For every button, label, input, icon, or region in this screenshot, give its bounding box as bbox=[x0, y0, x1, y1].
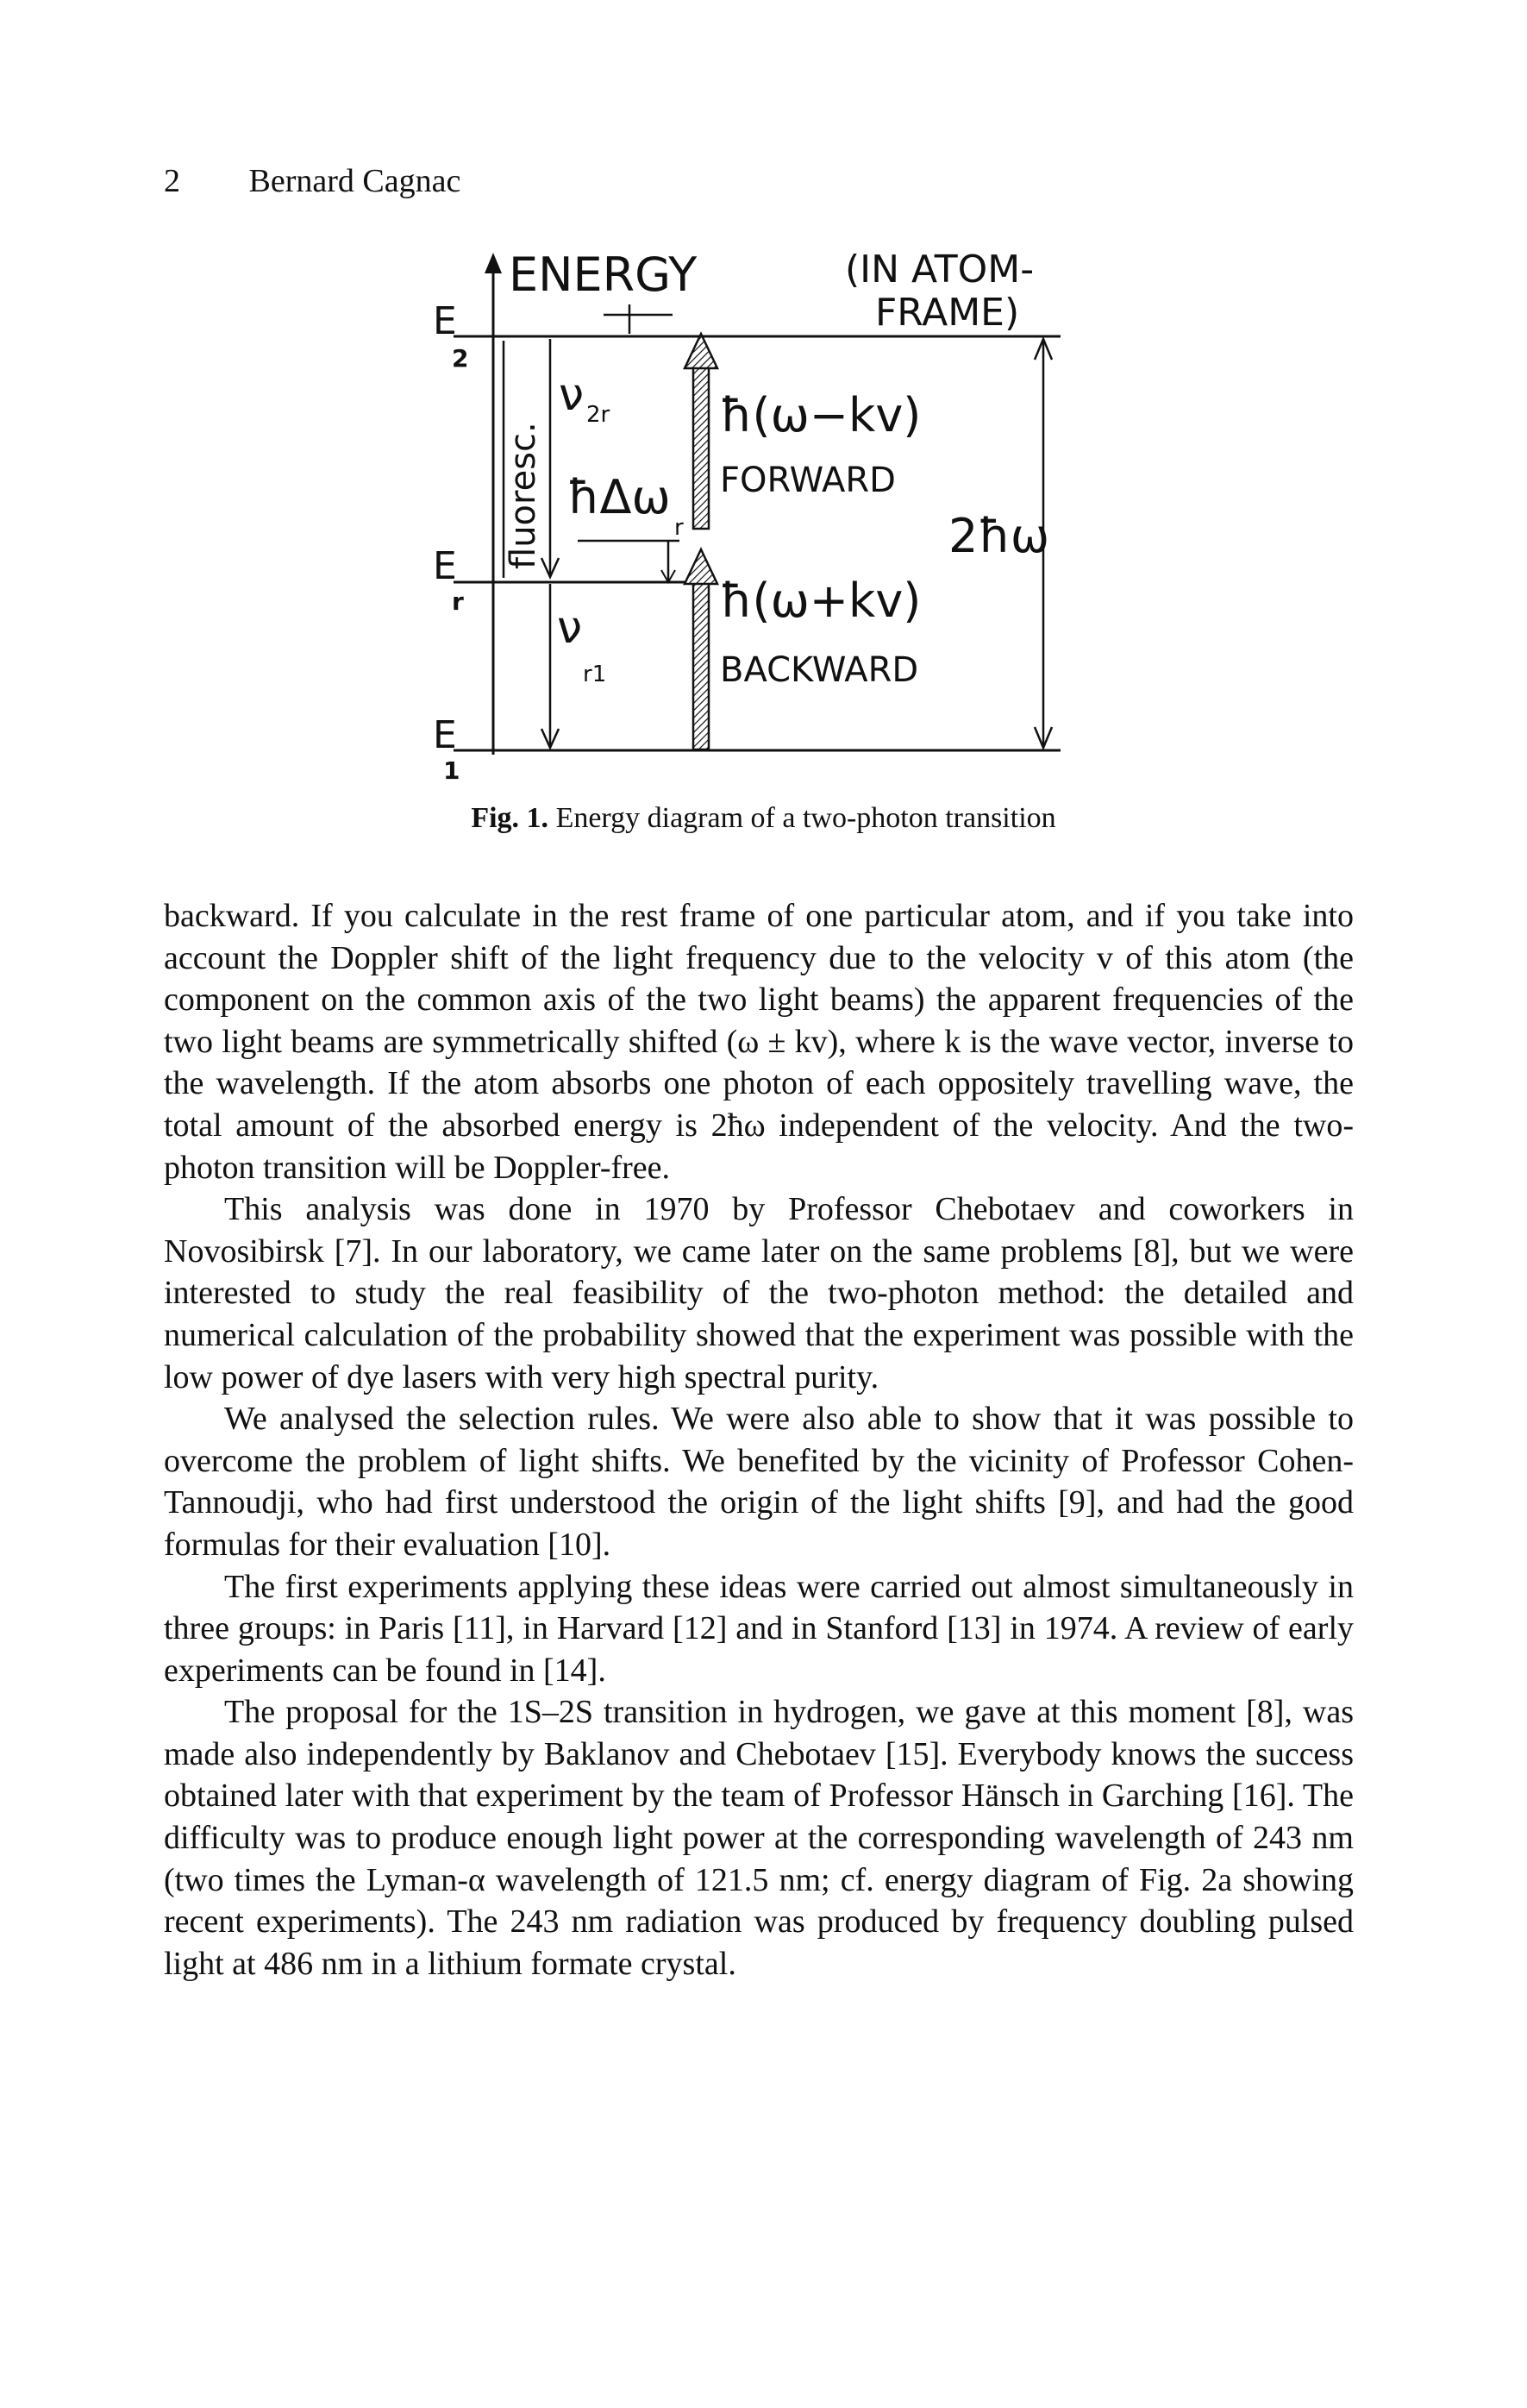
nu-2r-subscript: 2r bbox=[586, 402, 610, 428]
level-e2-subscript: 2 bbox=[452, 344, 469, 373]
paragraph-2: This analysis was done in 1970 by Professor Chebotaev and coworkers in Novosibirsk [7]. In our laboratory, we came later on the same problems [8], but we were interested to study the real feasibility of the two-photon method: the detailed and numerical calculation of the probability showed that the experiment was possible with the low power of dye lasers with very high spectral purity. bbox=[164, 1191, 1354, 1395]
detuning-label: ħΔω bbox=[567, 470, 671, 524]
frame-label-line-2: FRAME) bbox=[875, 291, 1020, 335]
detuning-subscript: r bbox=[674, 515, 684, 541]
author-name: Bernard Cagnac bbox=[248, 163, 461, 199]
level-er-label: E bbox=[433, 544, 457, 588]
forward-label: FORWARD bbox=[720, 461, 896, 500]
backward-photon-arrow bbox=[693, 580, 709, 749]
fluoresc-label: fluoresc. bbox=[504, 422, 543, 569]
caption-prefix: Fig. 1. bbox=[471, 802, 549, 834]
figure-caption bbox=[0, 802, 1527, 835]
frame-label-line-1: (IN ATOM- bbox=[845, 248, 1035, 292]
energy-label: ENERGY bbox=[509, 248, 698, 302]
paragraph-3: We analysed the selection rules. We were also able to show that it was possible to overcome the problem of light shifts. We benefited by the vicinity of Professor Cohen-Tannoudji, who had first understood the origin of the light shifts [9], and had the good formulas for their evaluation [10]. bbox=[164, 1401, 1354, 1563]
page-number: 2 bbox=[164, 163, 180, 199]
running-header bbox=[164, 162, 460, 200]
paragraph-4: The first experiments applying these ideas were carried out almost simultaneously in three groups: in Paris [11], in Harvard [12] and in Stanford [13] in 1974. A review of early experiments can be found in [14]. bbox=[164, 1568, 1354, 1689]
level-e2-label: E bbox=[433, 299, 457, 343]
backward-photon-arrowhead bbox=[685, 549, 717, 584]
forward-photon-arrow bbox=[693, 365, 709, 529]
backward-formula: ħ(ω+kv) bbox=[720, 574, 922, 628]
nu-2r-symbol: ν bbox=[559, 369, 585, 421]
paragraph-1: backward. If you calculate in the rest frame of one particular atom, and if you take into account the Doppler shift of the light frequency due to the velocity v of this atom (the component on the common axis of the two light beams) the apparent frequencies of the two light beams are symmetrically shifted (ω ± kv), where k is the wave vector, inverse to the wavelength. If the atom absorbs one photon of each oppositely travelling wave, the total amount of the absorbed energy is 2ħω independent of the velocity. And the two-photon transition will be Doppler-free. bbox=[164, 898, 1354, 1186]
total-energy-label: 2ħω bbox=[948, 509, 1050, 563]
body-text bbox=[164, 895, 1354, 1985]
caption-text: Energy diagram of a two-photon transition bbox=[555, 802, 1056, 834]
level-e1-subscript: 1 bbox=[443, 756, 460, 785]
energy-diagram-figure bbox=[405, 237, 1155, 789]
nu-r1-subscript: r1 bbox=[583, 662, 607, 687]
level-e1-label: E bbox=[433, 713, 457, 757]
backward-label: BACKWARD bbox=[720, 650, 919, 690]
energy-diagram bbox=[405, 237, 1155, 789]
paragraph-5: The proposal for the 1S–2S transition in hydrogen, we gave at this moment [8], was made also independently by Baklanov and Chebotaev [15]. Everybody knows the success obtained later with that experiment by the team of Professor Hänsch in Garching [16]. The difficulty was to produce enough light power at the corresponding wavelength of 243 nm (two times the Lyman-α wavelength of 121.5 nm; cf. energy diagram of Fig. 2a showing recent experiments). The 243 nm radiation was produced by frequency doubling pulsed light at 486 nm in a lithium formate crystal. bbox=[164, 1694, 1354, 1982]
forward-photon-arrowhead bbox=[685, 334, 717, 368]
nu-r1-symbol: ν bbox=[557, 602, 583, 654]
forward-formula: ħ(ω−kv) bbox=[720, 388, 922, 442]
energy-axis-arrowhead bbox=[485, 253, 502, 273]
level-er-subscript: r bbox=[452, 587, 464, 616]
